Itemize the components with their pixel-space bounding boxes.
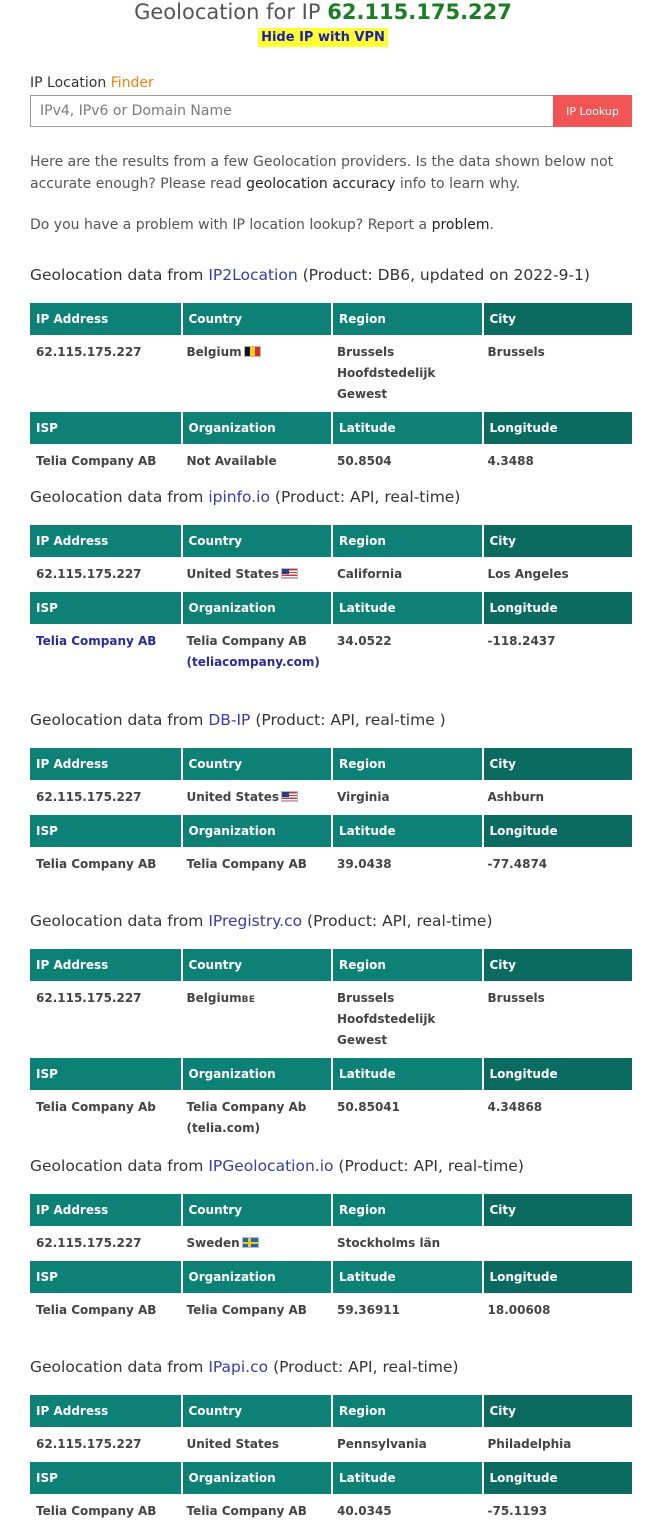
provider-section-ipinfo: [30, 487, 632, 680]
provider-section-ipregistry: [30, 911, 632, 1146]
cell-region: Pennsylvania: [337, 1437, 427, 1451]
cell-isp: Telia Company AB: [36, 454, 157, 468]
cell-organization: [181, 624, 332, 680]
table-row: [30, 780, 632, 815]
section-prefix: Geolocation data from: [30, 488, 204, 506]
provider-product: (Product: DB6, updated on 2022-9-1): [302, 266, 590, 284]
section-prefix: Geolocation data from: [30, 1358, 204, 1376]
ip-search-input[interactable]: [30, 95, 553, 127]
cell-region: Stockholms län: [337, 1236, 441, 1250]
organization-line1: Telia Company Ab: [186, 1100, 307, 1114]
col-organization: Organization: [181, 1261, 332, 1293]
col-ip-address: IP Address: [30, 1395, 181, 1427]
col-city: City: [482, 525, 633, 557]
cell-longitude: -118.2437: [487, 634, 556, 648]
sweden-flag-icon: [242, 1237, 259, 1248]
geo-table: [30, 303, 632, 479]
header-row: [30, 303, 632, 335]
country-name: Belgium: [186, 991, 242, 1005]
country-name: United States: [186, 790, 280, 804]
col-city: City: [482, 303, 633, 335]
ip-finder: [30, 75, 632, 127]
cell-isp: Telia Company AB: [36, 857, 157, 871]
finder-label-main: IP Location: [30, 75, 107, 91]
section-title: [30, 710, 632, 730]
header-row: [30, 949, 632, 981]
report-problem-link[interactable]: problem: [431, 217, 490, 233]
cell-isp: Telia Company AB: [36, 1504, 157, 1518]
table-row: [30, 444, 632, 479]
page-title: [0, 0, 646, 24]
cell-isp: Telia Company AB: [36, 1303, 157, 1317]
provider-link[interactable]: ipinfo.io: [208, 488, 270, 506]
col-region: Region: [331, 303, 482, 335]
col-organization: Organization: [181, 1058, 332, 1090]
col-longitude: Longitude: [482, 1462, 633, 1494]
provider-link[interactable]: IPapi.co: [208, 1358, 269, 1376]
cell-ip: 62.115.175.227: [36, 567, 142, 581]
col-city: City: [482, 748, 633, 780]
geolocation-accuracy-link[interactable]: geolocation accuracy: [246, 176, 396, 192]
col-ip-address: IP Address: [30, 949, 181, 981]
table-row: [30, 1427, 632, 1462]
header-row: [30, 1194, 632, 1226]
organization-line1: Telia Company AB: [186, 634, 307, 648]
hide-ip-vpn-link[interactable]: Hide IP with VPN: [258, 28, 388, 47]
col-organization: Organization: [181, 815, 332, 847]
col-country: Country: [181, 748, 332, 780]
isp-link[interactable]: Telia Company AB: [36, 634, 157, 648]
cell-ip: 62.115.175.227: [36, 345, 142, 359]
col-ip-address: IP Address: [30, 1194, 181, 1226]
section-prefix: Geolocation data from: [30, 912, 204, 930]
cell-country: [181, 1226, 332, 1261]
cell-latitude: 50.85041: [337, 1100, 401, 1114]
cell-latitude: 40.0345: [337, 1504, 392, 1518]
col-longitude: Longitude: [482, 1058, 633, 1090]
header-row: [30, 815, 632, 847]
organization-domain-link[interactable]: (teliacompany.com): [186, 655, 320, 669]
col-city: City: [482, 949, 633, 981]
ip-lookup-button[interactable]: IP Lookup: [553, 95, 632, 127]
geo-table: [30, 525, 632, 680]
cell-ip: 62.115.175.227: [36, 1236, 142, 1250]
col-ip-address: IP Address: [30, 748, 181, 780]
geo-table: [30, 949, 632, 1146]
col-latitude: Latitude: [331, 1058, 482, 1090]
title-ip: 62.115.175.227: [327, 0, 512, 24]
cell-longitude: 18.00608: [487, 1303, 551, 1317]
cell-longitude: -75.1193: [487, 1504, 548, 1518]
country-name: Sweden: [186, 1236, 240, 1250]
cell-isp: Telia Company Ab: [36, 1100, 156, 1114]
cell-region: [331, 981, 482, 1058]
col-longitude: Longitude: [482, 592, 633, 624]
col-isp: ISP: [30, 412, 181, 444]
title-prefix: Geolocation for IP: [134, 0, 321, 24]
cell-organization: [181, 1090, 332, 1146]
cell-ip: 62.115.175.227: [36, 790, 142, 804]
cell-city: Brussels: [487, 991, 545, 1005]
cell-latitude: 59.36911: [337, 1303, 401, 1317]
col-region: Region: [331, 525, 482, 557]
cell-region: [331, 335, 482, 412]
cell-city: [482, 1226, 633, 1261]
col-city: City: [482, 1194, 633, 1226]
provider-product: (Product: API, real-time): [338, 1157, 524, 1175]
cell-ip: 62.115.175.227: [36, 1437, 142, 1451]
cell-country: [181, 981, 332, 1058]
header-row: [30, 1058, 632, 1090]
col-city: City: [482, 1395, 633, 1427]
col-ip-address: IP Address: [30, 303, 181, 335]
section-prefix: Geolocation data from: [30, 711, 204, 729]
cell-region: California: [337, 567, 403, 581]
provider-section-dbip: [30, 710, 632, 882]
col-organization: Organization: [181, 412, 332, 444]
cell-country: United States: [186, 1437, 280, 1451]
header-row: [30, 525, 632, 557]
col-region: Region: [331, 1194, 482, 1226]
table-row: [30, 1226, 632, 1261]
geo-table: [30, 748, 632, 882]
col-organization: Organization: [181, 592, 332, 624]
header-row: [30, 1395, 632, 1427]
table-row: [30, 1494, 632, 1529]
provider-section-ipapi: [30, 1357, 632, 1529]
col-latitude: Latitude: [331, 1261, 482, 1293]
cell-ip: 62.115.175.227: [36, 991, 142, 1005]
table-row: [30, 1090, 632, 1146]
provider-product: (Product: API, real-time): [273, 1358, 459, 1376]
cell-latitude: 50.8504: [337, 454, 392, 468]
intro-p2-after: .: [489, 217, 494, 233]
region-line1: Brussels: [337, 345, 395, 359]
col-isp: ISP: [30, 1261, 181, 1293]
table-row: [30, 1293, 632, 1328]
col-longitude: Longitude: [482, 412, 633, 444]
country-name: Belgium: [186, 345, 242, 359]
section-title: [30, 1156, 632, 1176]
provider-link[interactable]: IPregistry.co: [208, 912, 303, 930]
table-row: [30, 557, 632, 592]
provider-link[interactable]: IP2Location: [208, 266, 298, 284]
table-row: [30, 624, 632, 680]
organization-line2: (telia.com): [186, 1121, 261, 1135]
col-latitude: Latitude: [331, 592, 482, 624]
cell-country: [181, 780, 332, 815]
finder-label-accent: Finder: [110, 75, 154, 91]
belgium-flag-icon: [244, 346, 261, 357]
intro-paragraph-problem: [30, 214, 626, 236]
finder-label: [30, 75, 632, 92]
vpn-wrap: [0, 26, 646, 47]
header-row: [30, 412, 632, 444]
region-line2: Hoofdstedelijk Gewest: [337, 1012, 436, 1047]
header-row: [30, 592, 632, 624]
provider-section-ip2location: [30, 265, 632, 479]
col-longitude: Longitude: [482, 1261, 633, 1293]
region-line1: Brussels: [337, 991, 395, 1005]
col-isp: ISP: [30, 592, 181, 624]
country-code-tag: BE: [241, 995, 256, 1005]
col-country: Country: [181, 1395, 332, 1427]
col-organization: Organization: [181, 1462, 332, 1494]
cell-organization: Not Available: [186, 454, 277, 468]
provider-product: (Product: API, real-time): [307, 912, 493, 930]
intro-paragraph-accuracy: [30, 151, 626, 195]
intro-p1-after: info to learn why.: [399, 176, 521, 192]
col-country: Country: [181, 1194, 332, 1226]
col-region: Region: [331, 1395, 482, 1427]
usa-flag-icon: [281, 791, 298, 802]
cell-organization: Telia Company AB: [186, 857, 307, 871]
header-row: [30, 1261, 632, 1293]
cell-country: [181, 557, 332, 592]
cell-city: Brussels: [487, 345, 545, 359]
cell-organization: Telia Company AB: [186, 1303, 307, 1317]
section-prefix: Geolocation data from: [30, 266, 204, 284]
col-longitude: Longitude: [482, 815, 633, 847]
col-isp: ISP: [30, 1462, 181, 1494]
provider-product: (Product: API, real-time): [274, 488, 461, 506]
section-title: [30, 265, 632, 285]
col-ip-address: IP Address: [30, 525, 181, 557]
cell-latitude: 39.0438: [337, 857, 392, 871]
intro-p1-before: Here are the results from a few Geolocation providers. Is the data shown below not accurate enough? Please read: [30, 154, 614, 192]
page-header: [0, 0, 646, 47]
cell-organization: Telia Company AB: [186, 1504, 307, 1518]
country-name: United States: [186, 567, 280, 581]
table-row: [30, 335, 632, 412]
region-line2: Hoofdstedelijk Gewest: [337, 366, 436, 401]
col-country: Country: [181, 525, 332, 557]
search-row: [30, 95, 632, 127]
cell-city: Ashburn: [487, 790, 545, 804]
usa-flag-icon: [281, 568, 298, 579]
header-row: [30, 1462, 632, 1494]
intro-p2-before: Do you have a problem with IP location lookup? Report a: [30, 217, 428, 233]
col-latitude: Latitude: [331, 815, 482, 847]
col-latitude: Latitude: [331, 412, 482, 444]
cell-isp: [30, 624, 181, 680]
table-row: [30, 981, 632, 1058]
cell-region: Virginia: [337, 790, 390, 804]
cell-city: Philadelphia: [487, 1437, 572, 1451]
geo-table: [30, 1395, 632, 1529]
section-prefix: Geolocation data from: [30, 1157, 204, 1175]
provider-link[interactable]: DB-IP: [208, 711, 251, 729]
col-region: Region: [331, 748, 482, 780]
cell-city: Los Angeles: [487, 567, 569, 581]
section-title: [30, 1357, 632, 1377]
col-country: Country: [181, 303, 332, 335]
cell-longitude: 4.34868: [487, 1100, 543, 1114]
col-isp: ISP: [30, 815, 181, 847]
geo-table: [30, 1194, 632, 1328]
provider-link[interactable]: IPGeolocation.io: [208, 1157, 334, 1175]
cell-longitude: -77.4874: [487, 857, 548, 871]
section-title: [30, 487, 632, 507]
provider-section-ipgeolocation: [30, 1156, 632, 1328]
intro-text: [30, 151, 626, 236]
table-row: [30, 847, 632, 882]
col-country: Country: [181, 949, 332, 981]
provider-product: (Product: API, real-time ): [255, 711, 446, 729]
cell-latitude: 34.0522: [337, 634, 392, 648]
cell-country: [181, 335, 332, 412]
col-region: Region: [331, 949, 482, 981]
cell-longitude: 4.3488: [487, 454, 534, 468]
col-latitude: Latitude: [331, 1462, 482, 1494]
col-isp: ISP: [30, 1058, 181, 1090]
header-row: [30, 748, 632, 780]
section-title: [30, 911, 632, 931]
